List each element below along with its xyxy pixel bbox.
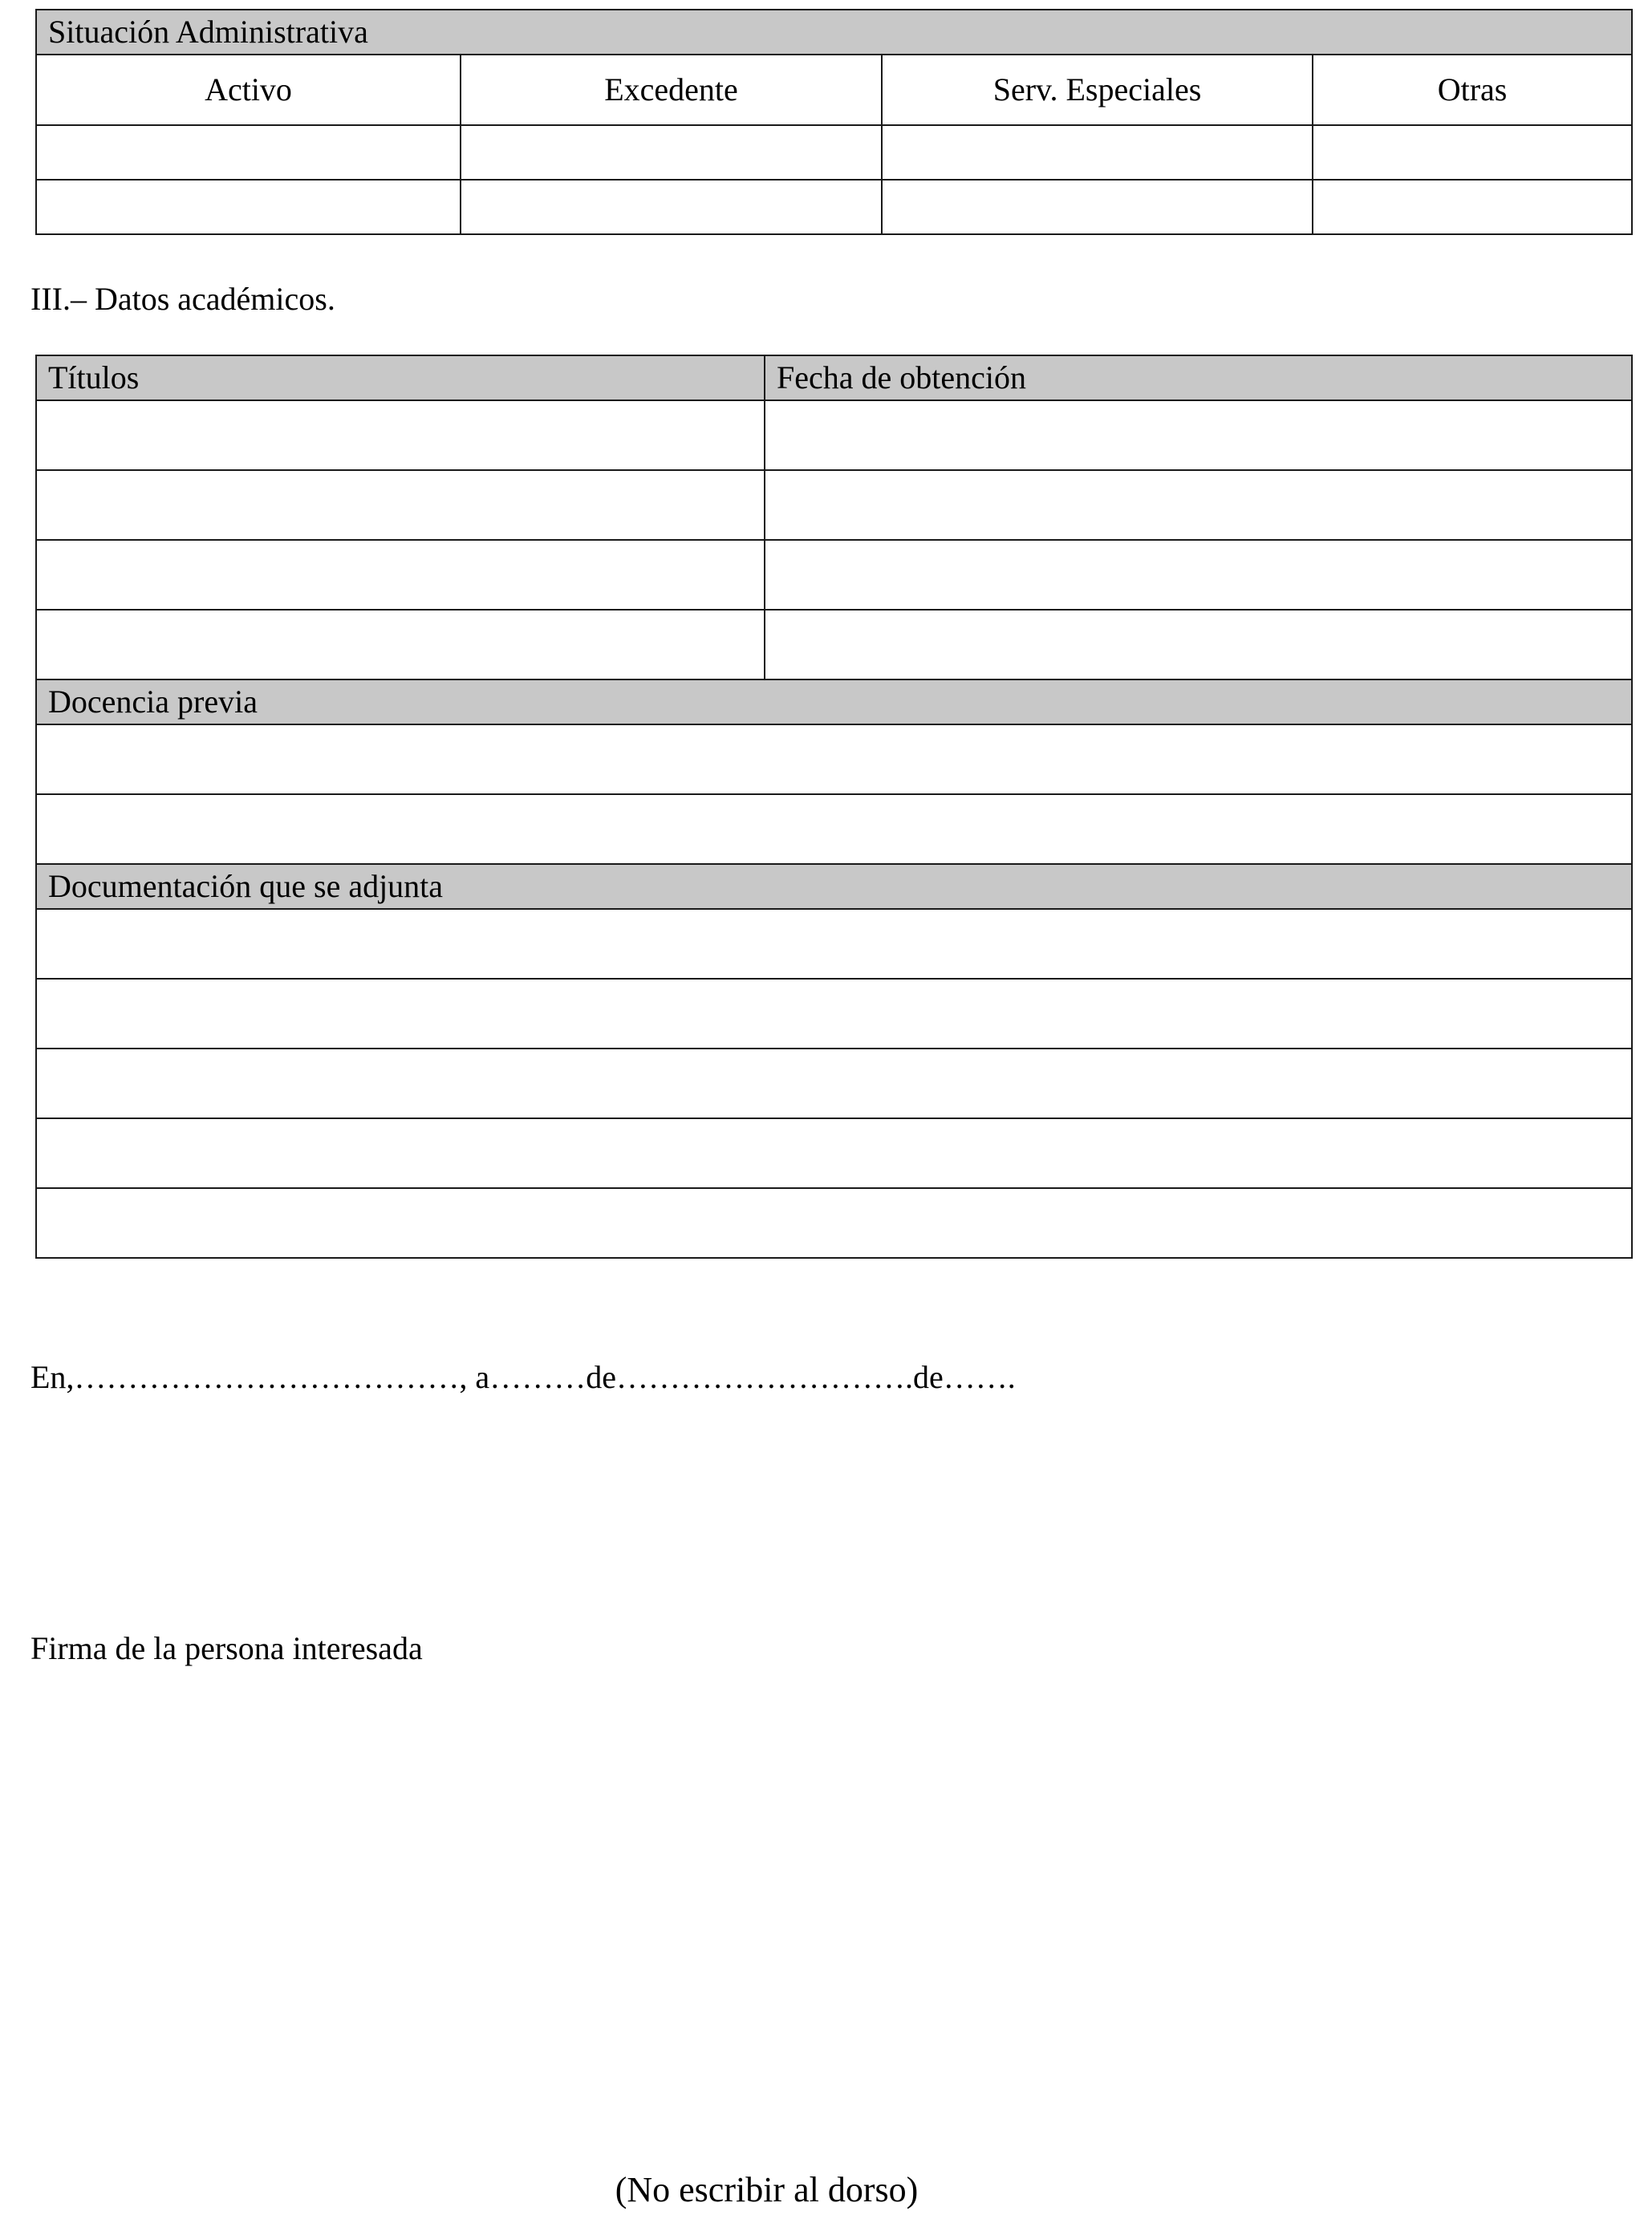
table-row <box>36 610 1632 679</box>
situacion-administrativa-header: Situación Administrativa <box>36 10 1632 55</box>
docencia-previa-header: Docencia previa <box>36 679 1632 724</box>
fecha-obtencion-field[interactable] <box>765 540 1632 610</box>
place-date-line: En,………………………………, a………de……………………….de……. <box>30 1359 1016 1395</box>
signature-label: Firma de la persona interesada <box>30 1630 423 1666</box>
footer-note: (No escribir al dorso) <box>615 2170 919 2209</box>
excedente-field[interactable] <box>461 125 882 180</box>
table-row <box>36 180 1632 234</box>
fecha-obtencion-header: Fecha de obtención <box>765 355 1632 400</box>
table-row <box>36 125 1632 180</box>
titulos-header: Títulos <box>36 355 765 400</box>
documentacion-field[interactable] <box>36 1049 1632 1118</box>
fecha-obtencion-field[interactable] <box>765 470 1632 540</box>
documentacion-field[interactable] <box>36 979 1632 1049</box>
col-excedente: Excedente <box>461 55 882 125</box>
table-row <box>36 470 1632 540</box>
table-row <box>36 1188 1632 1258</box>
situacion-administrativa-table <box>35 9 1633 235</box>
excedente-field[interactable] <box>461 180 882 234</box>
documentacion-field[interactable] <box>36 1118 1632 1188</box>
datos-academicos-table <box>35 355 1633 1259</box>
table-row <box>36 794 1632 864</box>
documentacion-field[interactable] <box>36 909 1632 979</box>
otras-field[interactable] <box>1313 180 1632 234</box>
table-row <box>36 1049 1632 1118</box>
serv-especiales-field[interactable] <box>882 125 1313 180</box>
col-serv-especiales: Serv. Especiales <box>882 55 1313 125</box>
titulo-field[interactable] <box>36 610 765 679</box>
titulo-field[interactable] <box>36 540 765 610</box>
section-heading-datos-academicos: III.– Datos académicos. <box>30 281 335 317</box>
table-row <box>36 979 1632 1049</box>
fecha-obtencion-field[interactable] <box>765 610 1632 679</box>
documentacion-adjunta-header: Documentación que se adjunta <box>36 864 1632 909</box>
titulo-field[interactable] <box>36 400 765 470</box>
documentacion-field[interactable] <box>36 1188 1632 1258</box>
titulo-field[interactable] <box>36 470 765 540</box>
otras-field[interactable] <box>1313 125 1632 180</box>
fecha-obtencion-field[interactable] <box>765 400 1632 470</box>
table-row <box>36 909 1632 979</box>
table-row <box>36 724 1632 794</box>
serv-especiales-field[interactable] <box>882 180 1313 234</box>
table-row <box>36 540 1632 610</box>
table-row <box>36 400 1632 470</box>
docencia-previa-field[interactable] <box>36 794 1632 864</box>
table-row <box>36 1118 1632 1188</box>
activo-field[interactable] <box>36 125 461 180</box>
col-otras: Otras <box>1313 55 1632 125</box>
docencia-previa-field[interactable] <box>36 724 1632 794</box>
col-activo: Activo <box>36 55 461 125</box>
activo-field[interactable] <box>36 180 461 234</box>
